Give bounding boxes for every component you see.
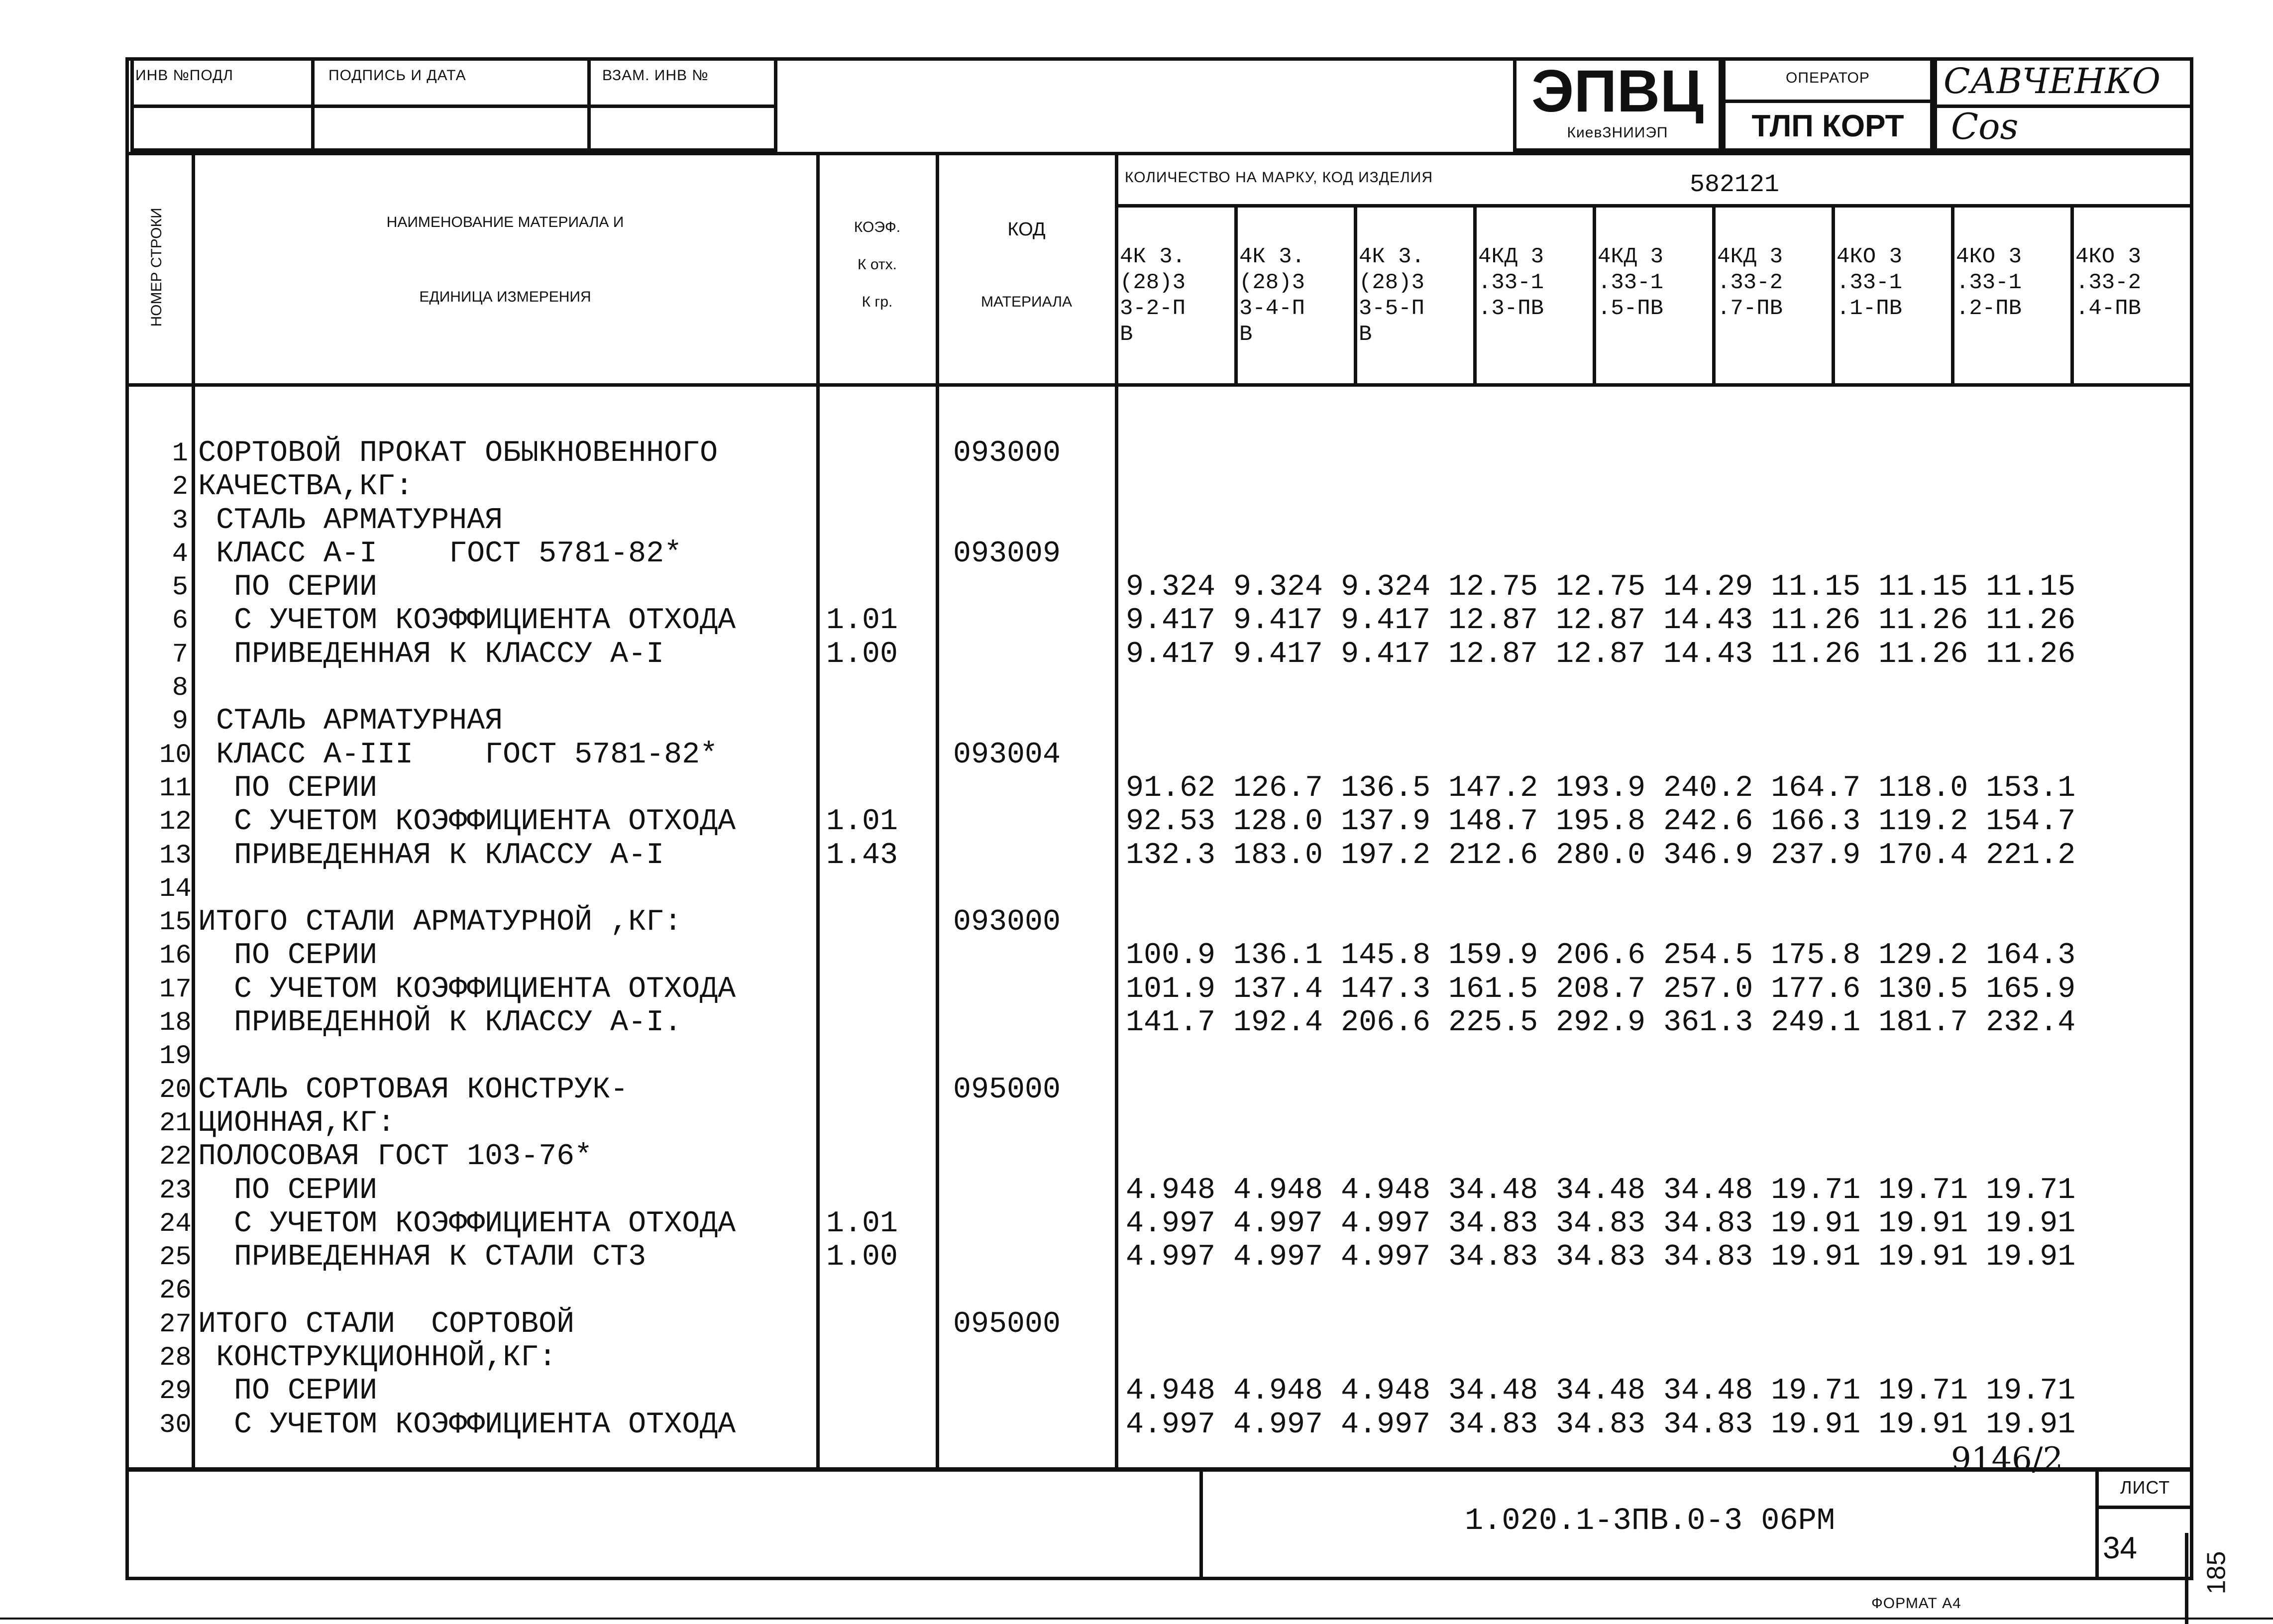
material-code: [953, 571, 1061, 604]
quantity-values: 101.9 137.4 147.3 161.5 208.7 257.0 177.6 130.5 165.9: [1126, 972, 2076, 1006]
material-code: [953, 1408, 1061, 1442]
material-code: 095000: [953, 1307, 1061, 1341]
quantity-values: [1126, 1140, 2075, 1174]
product-column-6: 4КД 3 .33-2 .7-ПВ: [1717, 244, 1783, 321]
row-number: 15: [159, 907, 192, 938]
material-code: 093000: [953, 905, 1061, 940]
material-code: [953, 1207, 1061, 1241]
quantity-values: 4.997 4.997 4.997 34.83 34.83 34.83 19.91 19.91 19.91: [1126, 1240, 2076, 1275]
product-column-9: 4КО 3 .33-2 .4-ПВ: [2075, 244, 2142, 321]
coefficient: [826, 470, 898, 504]
quantity-values-column: [1126, 437, 2075, 1442]
quantity-values: 9.324 9.324 9.324 12.75 12.75 14.29 11.15 11.15 11.15: [1126, 570, 2076, 605]
row-number: 29: [159, 1376, 192, 1407]
row-number: 7: [172, 639, 188, 670]
coefficient: [826, 504, 898, 538]
material-code: [953, 470, 1061, 504]
material-name: КАЧЕСТВА,КГ:: [198, 470, 414, 504]
quantity-values: [1126, 1274, 2075, 1307]
row-number: 23: [159, 1175, 192, 1206]
material-code: [953, 1140, 1061, 1174]
coefficient: [826, 705, 898, 738]
quantity-values: [1126, 671, 2075, 705]
coefficient: [826, 739, 898, 772]
coefficient: [826, 939, 898, 973]
quantity-values: 91.62 126.7 136.5 147.2 193.9 240.2 164.7 118.0 153.1: [1126, 771, 2076, 805]
handwritten-number: 9146/2: [1951, 1441, 2063, 1478]
material-name: С УЧЕТОМ КОЭФФИЦИЕНТА ОТХОДА: [198, 1206, 736, 1241]
product-column-1: 4К 3. (28)3 3-2-П В: [1120, 244, 1186, 347]
material-code: 095000: [953, 1073, 1061, 1107]
material-code: 093004: [953, 738, 1061, 772]
row-number: 19: [159, 1041, 192, 1072]
quantity-values: 100.9 136.1 145.8 159.9 206.6 254.5 175.8 129.2 164.3: [1126, 939, 2076, 973]
row-number: 6: [172, 606, 188, 637]
quantity-values: 92.53 128.0 137.9 148.7 195.8 242.6 166.3 119.2 154.7: [1126, 805, 2076, 839]
material-code-column: [953, 437, 1061, 1442]
quantity-values: [1126, 705, 2075, 738]
row-number: 14: [159, 873, 192, 904]
quantity-values: 141.7 192.4 206.6 225.5 292.9 361.3 249.1 181.7 232.4: [1126, 1006, 2076, 1040]
coefficient-column: [826, 437, 898, 1442]
material-name: ПО СЕРИИ: [198, 939, 378, 973]
row-number: 8: [172, 673, 188, 704]
coefficient: [826, 1074, 898, 1107]
material-name: СТАЛЬ СОРТОВАЯ КОНСТРУК-: [198, 1073, 629, 1107]
material-name: ПРИВЕДЕННОЙ К КЛАССУ А-I.: [198, 1006, 682, 1040]
material-code: [953, 1341, 1061, 1375]
material-name: ПО СЕРИИ: [198, 1374, 378, 1408]
row-number: 18: [159, 1008, 192, 1039]
material-code: [953, 1174, 1061, 1207]
material-name: СТАЛЬ АРМАТУРНАЯ: [198, 704, 503, 739]
material-name: ИТОГО СТАЛИ СОРТОВОЙ: [198, 1307, 575, 1341]
quantity-values: [1126, 470, 2075, 504]
coefficient: [826, 1341, 898, 1375]
coefficient: [826, 671, 898, 705]
coef-header-1: КОЭФ.: [854, 219, 901, 235]
material-name: ПРИВЕДЕННАЯ К СТАЛИ СТ3: [198, 1240, 647, 1275]
coefficient: [826, 772, 898, 805]
material-name: С УЧЕТОМ КОЭФФИЦИЕНТА ОТХОДА: [198, 1407, 736, 1442]
quantity-values: 4.997 4.997 4.997 34.83 34.83 34.83 19.91 19.91 19.91: [1126, 1206, 2076, 1241]
material-name-header-2: ЕДИНИЦА ИЗМЕРЕНИЯ: [419, 289, 591, 305]
material-code: [953, 705, 1061, 738]
sheet-number: 34: [2103, 1531, 2137, 1565]
product-column-3: 4К 3. (28)3 3-5-П В: [1359, 244, 1425, 347]
material-code: [953, 1375, 1061, 1408]
material-name: КЛАСС А-I ГОСТ 5781-82*: [198, 537, 682, 571]
coefficient: [826, 973, 898, 1006]
material-name: [198, 671, 736, 705]
row-number: 12: [159, 807, 192, 838]
row-number: 16: [159, 941, 192, 972]
quantity-values: [1126, 504, 2075, 538]
material-code: [953, 604, 1061, 638]
material-code: [953, 805, 1061, 839]
product-column-2: 4К 3. (28)3 3-4-П В: [1239, 244, 1305, 347]
row-number: 9: [172, 706, 188, 737]
material-code: [953, 1107, 1061, 1140]
row-number: 10: [159, 740, 192, 770]
material-name: ПО СЕРИИ: [198, 771, 378, 805]
material-name: [198, 1040, 736, 1073]
coefficient: [826, 571, 898, 604]
coefficient: [826, 538, 898, 571]
quantity-values: 132.3 183.0 197.2 212.6 280.0 346.9 237.9 170.4 221.2: [1126, 838, 2076, 872]
row-number: 4: [172, 539, 188, 569]
material-code: [953, 1241, 1061, 1274]
row-number: 2: [172, 472, 188, 503]
coefficient: [826, 1040, 898, 1073]
material-name: С УЧЕТОМ КОЭФФИЦИЕНТА ОТХОДА: [198, 805, 736, 839]
coefficient: [826, 1174, 898, 1207]
coefficient: [826, 437, 898, 470]
tlp-label: ТЛП КОРТ: [1751, 109, 1904, 143]
coefficient: [826, 1408, 898, 1442]
operator-label: ОПЕРАТОР: [1786, 70, 1870, 86]
material-code: 093009: [953, 537, 1061, 571]
material-code: 093000: [953, 436, 1061, 470]
product-code: 582121: [1690, 171, 1780, 199]
product-column-8: 4КО 3 .33-1 .2-ПВ: [1956, 244, 2022, 321]
row-number: 17: [159, 974, 192, 1005]
coef-header-2: К отх.: [858, 256, 897, 273]
coefficient: 1.01: [826, 805, 898, 839]
row-number: 27: [159, 1309, 192, 1340]
quantity-values: [1126, 1308, 2075, 1341]
material-code: [953, 638, 1061, 671]
org-main: ЭПВЦ: [1531, 58, 1704, 124]
row-number: 22: [159, 1142, 192, 1173]
quantity-values: [1126, 1341, 2075, 1375]
format-label: ФОРМАТ А4: [1871, 1595, 1961, 1612]
material-name-column: [198, 437, 736, 1442]
material-code: [953, 939, 1061, 973]
product-column-5: 4КД 3 .33-1 .5-ПВ: [1598, 244, 1664, 321]
stamp-podpis-data: ПОДПИСЬ И ДАТА: [328, 67, 466, 84]
quantity-values: [1126, 1074, 2075, 1107]
row-number: 28: [159, 1343, 192, 1374]
coefficient: [826, 1375, 898, 1408]
sheet-label: ЛИСТ: [2120, 1477, 2170, 1498]
material-code: [953, 973, 1061, 1006]
material-code: [953, 1006, 1061, 1040]
material-name: ПРИВЕДЕННАЯ К КЛАССУ А-I: [198, 838, 664, 872]
product-column-7: 4КО 3 .33-1 .1-ПВ: [1837, 244, 1903, 321]
material-code: [953, 872, 1061, 906]
coef-header-3: К гр.: [862, 294, 893, 310]
coefficient: [826, 1107, 898, 1140]
material-name: ПО СЕРИИ: [198, 570, 378, 605]
quantity-values: [1126, 538, 2075, 571]
coefficient: [826, 872, 898, 906]
quantity-values: [1126, 1107, 2075, 1140]
material-name: ПОЛОСОВАЯ ГОСТ 103-76*: [198, 1140, 593, 1174]
row-number: 26: [159, 1276, 192, 1306]
row-number: 21: [159, 1108, 192, 1139]
quantity-values: [1126, 1040, 2075, 1073]
material-code: [953, 1040, 1061, 1073]
org-sub: КиевЗНИИЭП: [1567, 124, 1668, 141]
row-number: 11: [159, 773, 192, 804]
material-name: КЛАСС А-III ГОСТ 5781-82*: [198, 738, 718, 772]
quantity-values: 4.948 4.948 4.948 34.48 34.48 34.48 19.71 19.71 19.71: [1126, 1374, 2076, 1408]
code-header-2: МАТЕРИАЛА: [981, 294, 1072, 310]
material-name: ПО СЕРИИ: [198, 1173, 378, 1207]
quantity-values: [1126, 739, 2075, 772]
material-name-header-1: НАИМЕНОВАНИЕ МАТЕРИАЛА И: [386, 214, 624, 230]
row-number: 13: [159, 840, 192, 871]
coefficient: [826, 906, 898, 939]
row-number: 3: [172, 505, 188, 536]
row-number: 5: [172, 572, 188, 603]
side-page-number: 185: [2202, 1551, 2231, 1595]
stamp-inv-podl: ИНВ №ПОДЛ: [135, 67, 233, 84]
row-number: 30: [159, 1409, 192, 1440]
material-name: С УЧЕТОМ КОЭФФИЦИЕНТА ОТХОДА: [198, 972, 736, 1006]
quantity-values: 9.417 9.417 9.417 12.87 12.87 14.43 11.26 11.26 11.26: [1126, 604, 2076, 638]
product-column-4: 4КД 3 .33-1 .3-ПВ: [1478, 244, 1544, 321]
material-code: [953, 504, 1061, 538]
row-number: 1: [172, 438, 188, 469]
quantity-values: [1126, 437, 2075, 470]
material-name: С УЧЕТОМ КОЭФФИЦИЕНТА ОТХОДА: [198, 604, 736, 638]
material-name: СТАЛЬ АРМАТУРНАЯ: [198, 503, 503, 538]
material-code: [953, 839, 1061, 872]
material-code: [953, 772, 1061, 805]
material-name: ЦИОННАЯ,КГ:: [198, 1106, 396, 1140]
document-designation: 1.020.1-3ПВ.0-3 06РМ: [1464, 1503, 1836, 1538]
operator-signature: Соѕ: [1951, 106, 2019, 147]
row-number-column: [159, 437, 192, 1442]
coefficient: [826, 1006, 898, 1040]
material-name: ПРИВЕДЕННАЯ К КЛАССУ А-I: [198, 637, 664, 671]
quantity-values: [1126, 906, 2075, 939]
quantity-values: 4.997 4.997 4.997 34.83 34.83 34.83 19.91 19.91 19.91: [1126, 1407, 2076, 1442]
quantity-header: КОЛИЧЕСТВО НА МАРКУ, КОД ИЗДЕЛИЯ: [1125, 169, 1433, 186]
material-name: КОНСТРУКЦИОННОЙ,КГ:: [198, 1341, 557, 1375]
material-name: ИТОГО СТАЛИ АРМАТУРНОЙ ,КГ:: [198, 905, 682, 940]
material-name: СОРТОВОЙ ПРОКАТ ОБЫКНОВЕННОГО: [198, 436, 718, 470]
coefficient: [826, 1308, 898, 1341]
coefficient: [826, 1274, 898, 1307]
code-header-1: КОД: [1007, 219, 1046, 240]
quantity-values: [1126, 872, 2075, 906]
material-name: [198, 1274, 736, 1307]
row-number: 24: [159, 1208, 192, 1239]
material-code: [953, 1274, 1061, 1307]
material-code: [953, 671, 1061, 705]
stamp-vzam-inv: ВЗАМ. ИНВ №: [602, 67, 709, 84]
coefficient: 1.00: [826, 637, 898, 671]
row-number: 20: [159, 1075, 192, 1105]
operator-name: САВЧЕНКО: [1944, 61, 2161, 102]
quantity-values: 4.948 4.948 4.948 34.48 34.48 34.48 19.71 19.71 19.71: [1126, 1173, 2076, 1207]
material-name: [198, 872, 736, 906]
row-number: 25: [159, 1242, 192, 1273]
row-number-header: НОМЕР СТРОКИ: [148, 208, 165, 327]
coefficient: 1.01: [826, 604, 898, 638]
coefficient: 1.43: [826, 838, 898, 872]
coefficient: 1.01: [826, 1206, 898, 1241]
coefficient: 1.00: [826, 1240, 898, 1275]
coefficient: [826, 1140, 898, 1174]
quantity-values: 9.417 9.417 9.417 12.87 12.87 14.43 11.26 11.26 11.26: [1126, 637, 2076, 671]
